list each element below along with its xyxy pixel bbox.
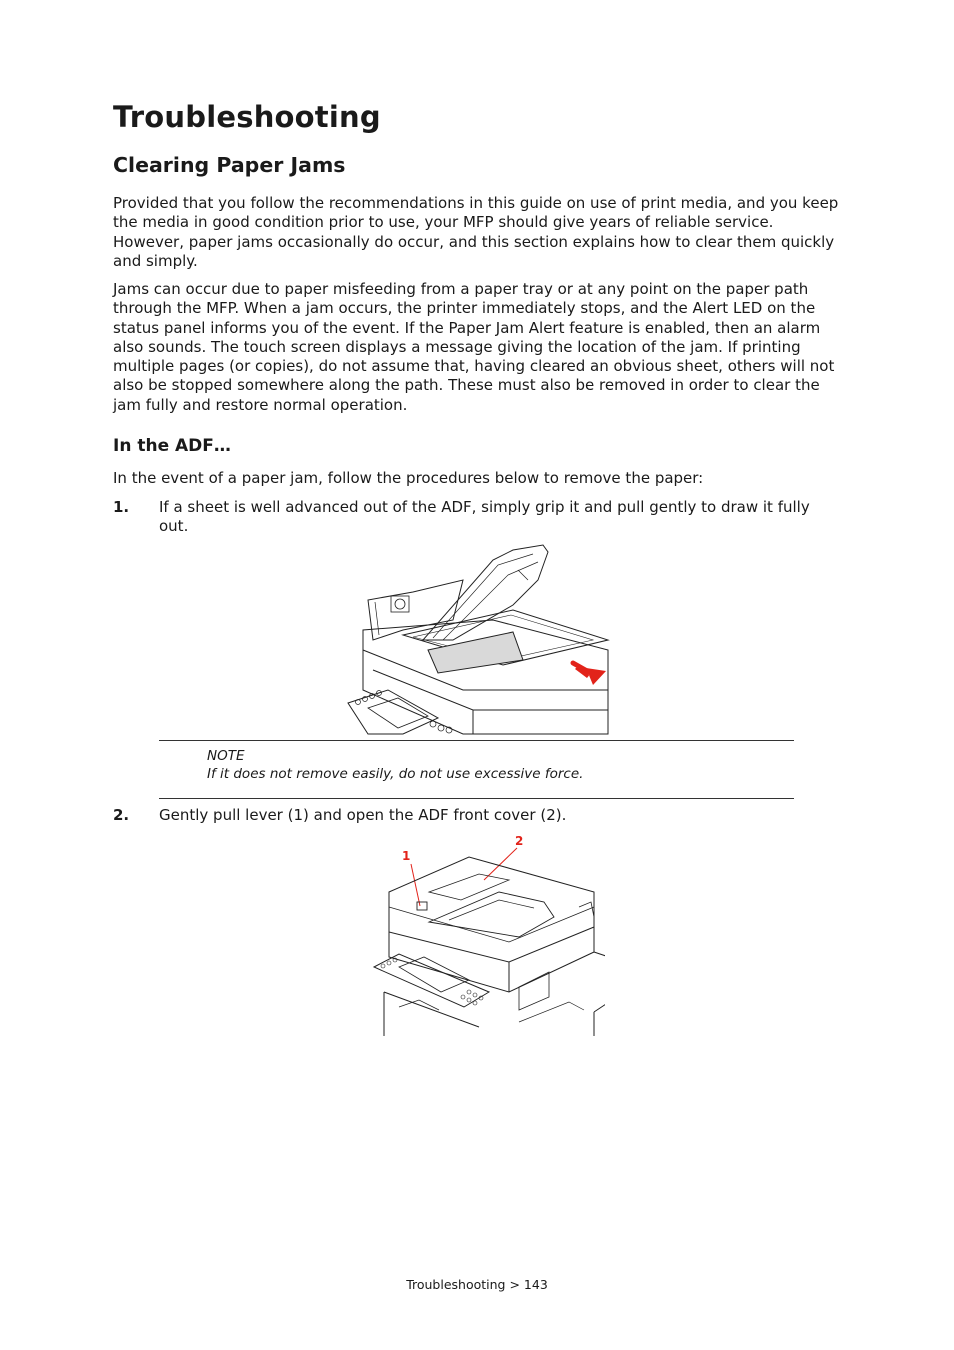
step-text: Gently pull lever (1) and open the ADF front cover (2).	[159, 806, 567, 824]
page-footer: Troubleshooting > 143	[406, 1277, 548, 1292]
note-label: NOTE	[207, 748, 245, 764]
adf-paper-jam-illustration	[343, 540, 611, 736]
note-rule-top	[159, 740, 794, 741]
mfp-lever-cover-illustration	[369, 832, 605, 1036]
step-number: 2.	[113, 806, 130, 824]
paragraph-jams: Jams can occur due to paper misfeeding from a paper tray or at any point on the paper path through the MFP. When a jam occurs, the printer immediately stops, and the Alert LED on the status panel informs you of the event. If the Paper Jam Alert feature is enabled, then an alarm also sounds. The touch screen displays a message giving the location of the jam. If printing multiple pages (or copies), do not assume that, having cleared an obvious sheet, others will not also be stopped somewhere along the path. These must also be removed in order to clear the jam fully and restore normal operation.	[113, 280, 835, 414]
page-title: Troubleshooting	[113, 100, 381, 134]
subsection-heading: In the ADF…	[113, 436, 231, 456]
note-text: If it does not remove easily, do not use excessive force.	[207, 766, 584, 782]
section-heading: Clearing Paper Jams	[113, 153, 346, 177]
callout-1: 1	[402, 849, 411, 863]
paragraph-procedure-intro: In the event of a paper jam, follow the procedures below to remove the paper:	[113, 469, 704, 487]
paragraph-intro: Provided that you follow the recommendations in this guide on use of print media, and you keep the media in good condition prior to use, your MFP should give years of reliable service. However, paper jams occasionally do occur, and this section explains how to clear them quickly and simply.	[113, 194, 839, 270]
step-text: If a sheet is well advanced out of the ADF, simply grip it and pull gently to draw it fully out.	[159, 498, 810, 536]
step-number: 1.	[113, 498, 130, 516]
callout-2: 2	[515, 834, 524, 848]
note-rule-bottom	[159, 798, 794, 799]
